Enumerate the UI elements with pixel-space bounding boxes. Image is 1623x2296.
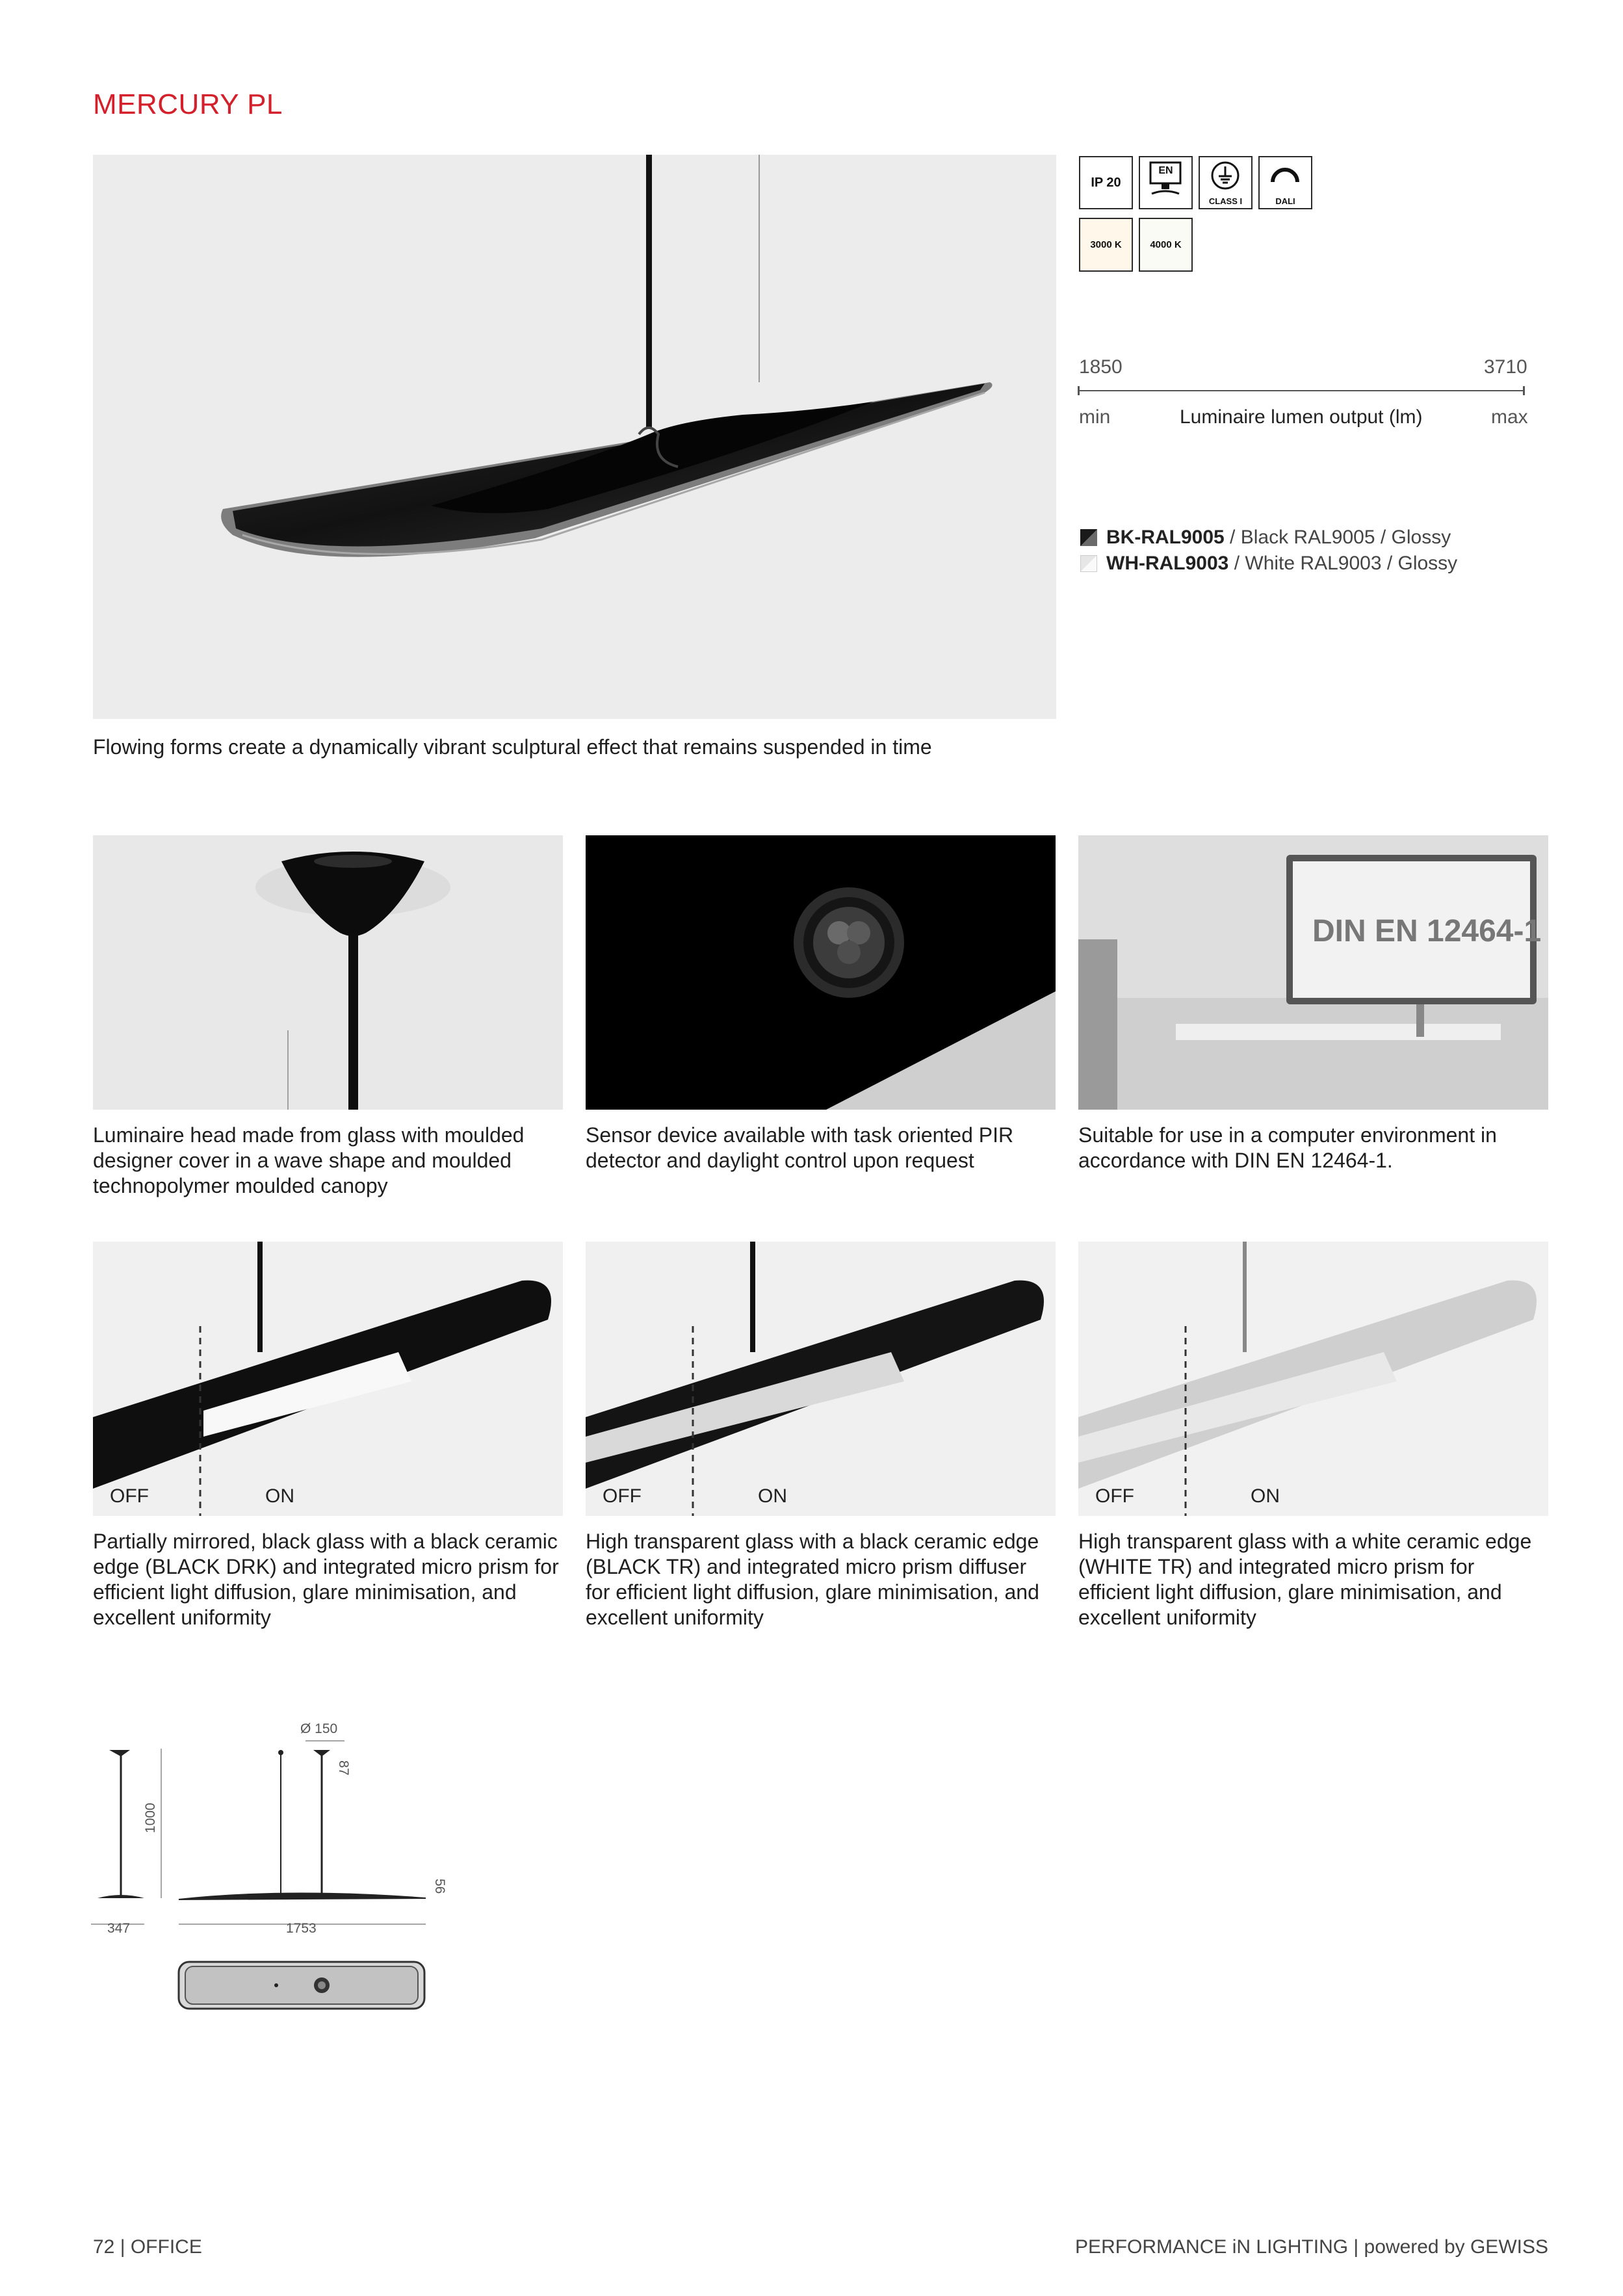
cct-3000k-badge: 3000 K (1079, 218, 1133, 272)
off-label: OFF (1095, 1485, 1134, 1507)
class-badge (1199, 156, 1253, 209)
width-label: 347 (107, 1921, 131, 1936)
en-standard-badge (1139, 156, 1193, 209)
lumen-output-label: Luminaire lumen output (lm) (1180, 406, 1423, 428)
hero-luminaire-illustration (93, 155, 1056, 719)
footer-page-section: 72 | OFFICE (93, 2236, 202, 2258)
dali-badge (1258, 156, 1312, 209)
white-swatch-icon (1080, 555, 1097, 572)
canopy-height-label: 87 (336, 1760, 351, 1776)
class-label: CLASS I (1208, 196, 1243, 206)
cct-4000k-badge: 4000 K (1139, 218, 1193, 272)
feature-caption-3: Suitable for use in a computer environment in accordance with DIN EN 12464-1. (1078, 1123, 1497, 1172)
hero-image (93, 155, 1056, 719)
off-label: OFF (603, 1485, 642, 1507)
suspension-length-label: 1000 (143, 1803, 158, 1833)
range-tick-min (1078, 386, 1080, 395)
diameter-label: Ø 150 (300, 1721, 338, 1736)
dali-label: DALI (1275, 196, 1295, 206)
footer-brand-tagline: PERFORMANCE iN LIGHTING | powered by GEWISS (1075, 2236, 1548, 2258)
feature-caption-2: Sensor device available with task oriented PIR detector and daylight control upon request (586, 1123, 1014, 1172)
black-swatch-icon (1080, 529, 1097, 546)
feature-caption-1: Luminaire head made from glass with moulded designer cover in a wave shape and moulded technopolymer moulded canopy (93, 1123, 525, 1197)
office-monitor-photo (1078, 835, 1548, 1110)
version-black-drk-photo (93, 1242, 563, 1516)
ip-rating-badge: IP 20 (1079, 156, 1133, 209)
range-tick-max (1523, 386, 1525, 395)
finish-item-black: BK-RAL9005 / Black RAL9005 / Glossy (1080, 527, 1451, 549)
en-label: EN (1158, 165, 1173, 176)
thickness-label: 56 (432, 1879, 447, 1894)
page-title: MERCURY PL (93, 88, 283, 120)
lumen-max-value: 3710 (1484, 356, 1527, 378)
on-label: ON (265, 1485, 294, 1507)
lumen-max-label: max (1491, 406, 1528, 428)
monitor-screen-text: DIN EN 12464-1 (1312, 914, 1542, 948)
sensor-photo (586, 835, 1056, 1110)
dimension-drawing (91, 1703, 481, 2041)
version-caption-1: Partially mirrored, black glass with a black ceramic edge (BLACK DRK) and integrated micro prism for efficient light diffusion, glare minimisation, and excellent uniformity (93, 1530, 559, 1629)
version-caption-3: High transparent glass with a white ceramic edge (WHITE TR) and integrated micro prism for efficient light diffusion, glare minimisation, and excellent uniformity (1078, 1530, 1532, 1629)
version-black-tr-photo (586, 1242, 1056, 1516)
version-caption-2: High transparent glass with a black ceramic edge (BLACK TR) and integrated micro prism diffuser for efficient light diffusion, glare minimisation, and excellent uniformity (586, 1530, 1039, 1629)
hero-caption: Flowing forms create a dynamically vibrant sculptural effect that remains suspended in time (93, 735, 932, 759)
lumen-min-label: min (1079, 406, 1111, 428)
finish-item-white: WH-RAL9003 / White RAL9003 / Glossy (1080, 553, 1457, 575)
canopy-photo (93, 835, 563, 1110)
off-label: OFF (110, 1485, 149, 1507)
on-label: ON (758, 1485, 787, 1507)
lumen-min-value: 1850 (1079, 356, 1123, 378)
version-white-tr-photo (1078, 1242, 1548, 1516)
on-label: ON (1251, 1485, 1280, 1507)
lumen-range-line (1079, 390, 1524, 391)
length-label: 1753 (286, 1921, 317, 1936)
